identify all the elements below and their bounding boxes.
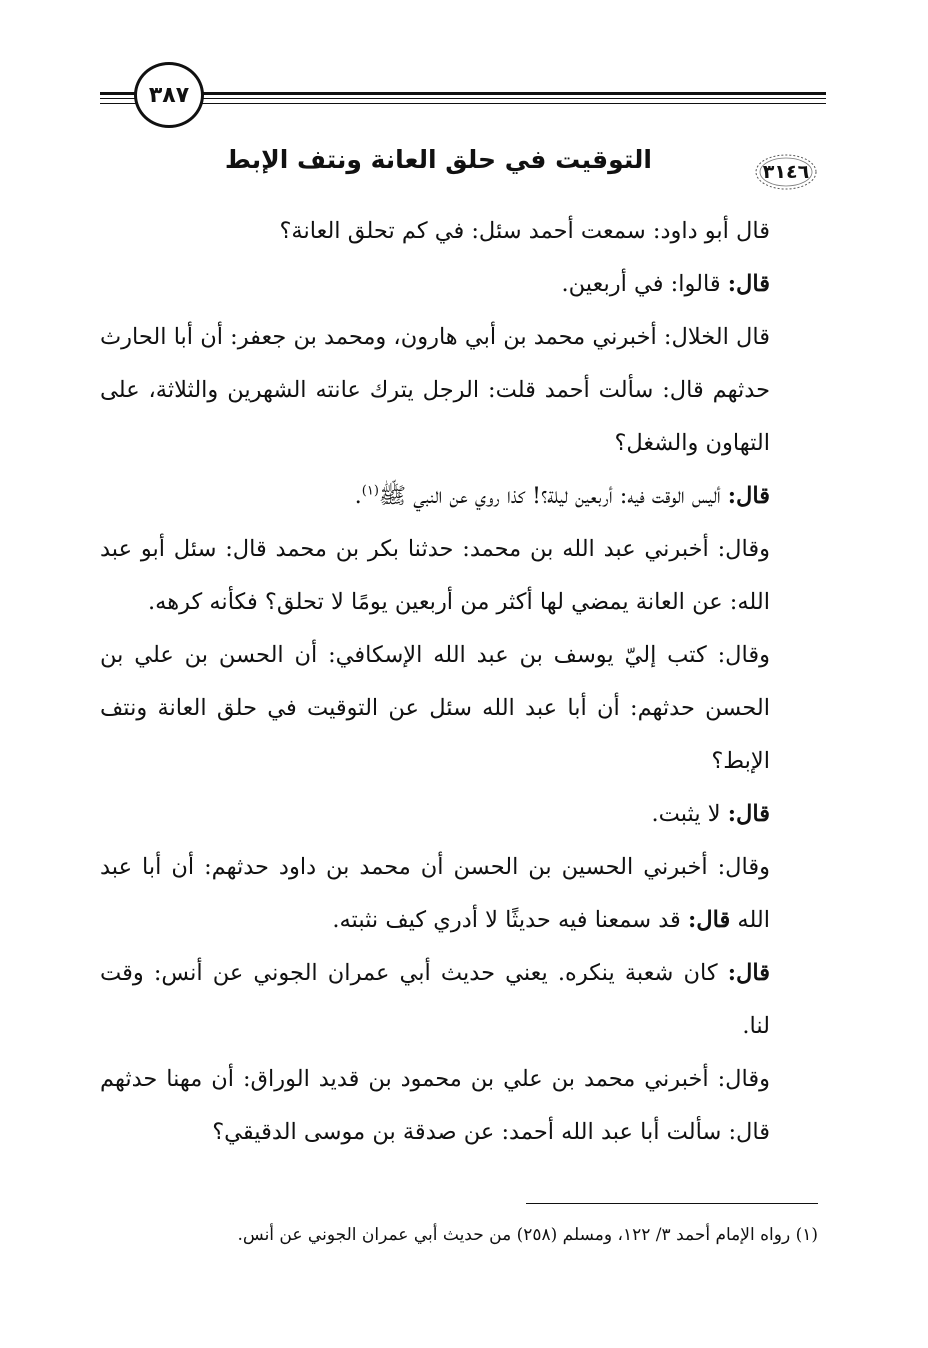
paragraph-6: وقال: كتب إليّ يوسف بن عبد الله الإسكافي: أن الحسن بن علي بن الحسن حدثهم: أن أبا عبد الله سئل عن التوقيت في حلق العانة ونتف الإبط؟ <box>100 642 770 774</box>
chapter-title: التوقيت في حلق العانة ونتف الإبط <box>224 145 652 174</box>
paragraph-2 <box>100 258 818 311</box>
paragraph-7 <box>100 788 818 841</box>
paragraph-2-text: قالوا: في أربعين. <box>561 271 721 297</box>
paragraph-9 <box>100 947 818 1053</box>
main-text <box>100 205 818 1159</box>
page-number-badge <box>134 62 204 128</box>
footnote <box>100 1220 818 1250</box>
qal-label: قال: <box>727 271 770 297</box>
paragraph-4-end: . <box>354 483 362 509</box>
paragraph-4-text: أليس الوقت فيه: أربعين ليلة؟! كذا روي عن النبي ﷺ <box>378 483 721 509</box>
qal-label: قال: <box>727 960 770 986</box>
entry-number: ٣١٤٦ <box>762 161 810 183</box>
qal-label: قال: <box>727 483 770 509</box>
entry-number-ornament <box>754 152 818 192</box>
paragraph-8-text: قد سمعنا فيه حديثًا لا أدري كيف نثبته. <box>332 907 681 933</box>
header-rule-inner-line <box>100 98 826 99</box>
paragraph-3: قال الخلال: أخبرني محمد بن أبي هارون، ومحمد بن جعفر: أن أبا الحارث حدثهم قال: سألت أحمد قلت: الرجل يترك عانته الشهرين والثلاثة، على التهاون والشغل؟ <box>100 324 770 456</box>
paragraph-8-text-start: وقال: أخبرني الحسين بن الحسن أن محمد بن داود حدثهم: أن أبا عبد الله <box>100 854 770 933</box>
footnote-reference[interactable]: (١) <box>361 483 379 499</box>
paragraph-5: وقال: أخبرني عبد الله بن محمد: حدثنا بكر بن محمد قال: سئل أبو عبد الله: عن العانة يمضي لها أكثر من أربعين يومًا لا تحلق؟ فكأنه كرهه. <box>100 536 770 615</box>
qal-label: قال: <box>687 907 731 933</box>
paragraph-10: وقال: أخبرني محمد بن علي بن محمود بن قديد الوراق: أن مهنا حدثهم قال: سألت أبا عبد الله أحمد: عن صدقة بن موسى الدقيقي؟ <box>100 1066 770 1145</box>
paragraph-8 <box>100 841 818 947</box>
page-number: ٣٨٧ <box>148 82 190 108</box>
footnote-text: رواه الإمام أحمد ٣/ ١٢٢، ومسلم (٢٥٨) من حديث أبي عمران الجوني عن أنس. <box>237 1225 791 1245</box>
header-rule <box>100 92 826 104</box>
footnote-separator <box>526 1203 818 1204</box>
paragraph-7-text: لا يثبت. <box>651 801 721 827</box>
paragraph-1: قال أبو داود: سمعت أحمد سئل: في كم تحلق العانة؟ <box>279 218 770 244</box>
paragraph-9-text: كان شعبة ينكره. يعني حديث أبي عمران الجوني عن أنس: وقت لنا. <box>100 960 770 1039</box>
footnote-marker: (١) <box>795 1225 818 1245</box>
paragraph-4 <box>100 470 818 523</box>
qal-label: قال: <box>727 801 770 827</box>
